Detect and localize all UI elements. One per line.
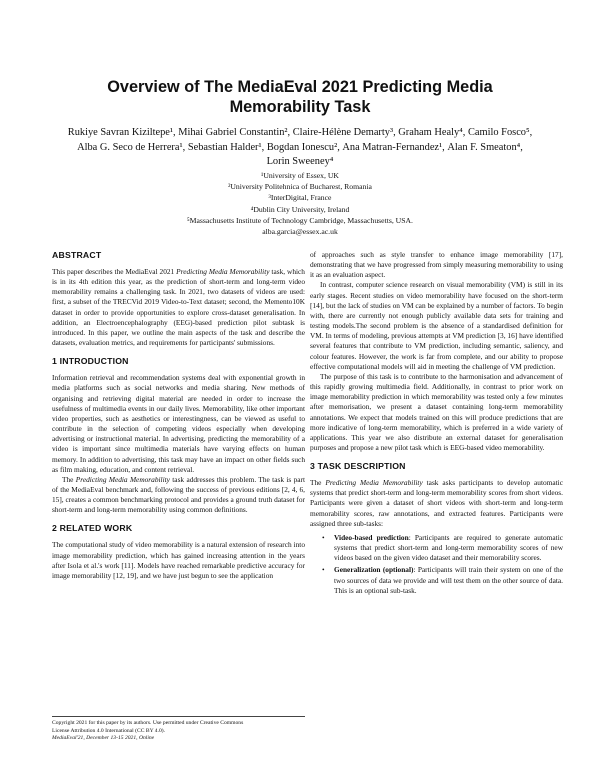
author-list — [60, 126, 540, 170]
author: Graham Healy⁴, — [398, 127, 468, 138]
abstract-heading: ABSTRACT — [52, 250, 102, 260]
related-work-paragraph-1: The computational study of video memorability is a natural extension of research into image memorability prediction, which has gained increasing attention in the years after Isola et al.'s work [11]. Models have reached remarkable predictive accuracy for image memorability [12, 19], and we have just begun to see the application — [52, 540, 305, 580]
contact-email: alba.garcia@essex.ac.uk — [262, 227, 338, 237]
right-column — [310, 250, 563, 598]
subtask-label: Video-based prediction — [334, 532, 409, 542]
introduction-paragraph-1: Information retrieval and recommendation systems deal with exponential growth in media platforms such as social networks and media sharing. New methods of organising and retrieving digital material are needed in order to increase the usefulness of multimedia events in our daily lives. Memorability, like other important video properties, such as aesthetics or interestingness, can be viewed as useful to contribute in the selection of competing videos especially when developing advertising or instructional material. In advertising, predicting the memorability of a video is important since multimedia materials have varying effects on human memory. In addition to advertising, this task may have an impact on other fields such as film making, education, and content retrieval. — [52, 373, 305, 474]
subtask-text: : Participants are required to generate automatic systems that predict short-term and long-term memorability scores of new videos based on the given video dataset and their memorability scores. — [334, 532, 563, 563]
list-item — [322, 532, 563, 563]
subtask-label: Generalization (optional) — [334, 565, 414, 575]
affiliation: ⁴Dublin City University, Ireland — [250, 204, 350, 214]
subtask-text: : Participants will train their system on one of the two sources of data we provide and will test them on the other source of data. This is an optional sub-task. — [334, 565, 563, 595]
bullet-icon: • — [322, 565, 325, 575]
abstract-text: This paper describes the MediaEval 2021 Predicting Media Memorability task, which is in its 4th edition this year, as the prediction of short-term and long-term video memorability remains a challenging task. In 2021, two datasets of videos are used: first, a subset of the TRECVid 2019 Video-to-Text dataset; second, the Memento10K dataset in order to provide opportunities to explore cross-dataset generalisation. In addition, an Electroencephalography (EEG)-based prediction pilot subtask is introduced. In this paper, we outline the main aspects of the task and describe the datasets, evaluation metrics, and requirements for participants' submissions. — [52, 267, 305, 348]
paper-title-line-1: Overview of The MediaEval 2021 Predicting Media — [107, 78, 493, 96]
author: Claire-Hélène Demarty³, — [292, 127, 399, 138]
author: Rukiye Savran Kiziltepe¹, — [67, 127, 179, 138]
task-description-heading: 3 TASK DESCRIPTION — [310, 461, 406, 472]
author: Ana Matran-Fernandez¹, — [342, 141, 448, 153]
footnote-line: License Attribution 4.0 International (CC BY 4.0). — [52, 727, 166, 734]
affiliation: ⁵Massachusetts Institute of Technology Cambridge, Massachusetts, USA. — [187, 215, 413, 225]
affiliation: ¹University of Essex, UK — [261, 171, 339, 180]
task-description-paragraph: The Predicting Media Memorability task asks participants to develop automatic systems that predict short-term and long-term memorability scores from short videos. Participants were given a dataset of short videos with short-term and long-term memorability scores, raw annotations, and extracted features. Participants were assigned three sub-tasks: — [310, 478, 563, 528]
left-column — [52, 250, 305, 581]
author: Alan F. Smeaton⁴, — [447, 141, 523, 153]
affiliation: ³InterDigital, France — [268, 193, 332, 203]
author: Bogdan Ionescu², — [266, 141, 343, 153]
paper-title — [0, 77, 600, 117]
author: Mihai Gabriel Constantin², — [178, 127, 293, 138]
list-item — [322, 565, 563, 595]
introduction-heading: 1 INTRODUCTION — [52, 356, 129, 367]
author: Alba G. Seco de Herrera¹, — [77, 141, 188, 153]
copyright-footnote — [52, 716, 305, 743]
related-work-paragraph-2: In contrast, computer science research on visual memorability (VM) is still in its early stages. Recent studies on video memorability have focused on the short-term [14], but the lack of studies on VM can be explained by a number of factors. To begin with, there are currently not enough publicly available data sets for training and testing models.The second problem is the absence of a standardised definition for VM. In terms of modeling, previous attempts at VM prediction [3, 16] have identified several features that contribute to VM prediction, including semantic, saliency, and colour features. However, the work is far from complete, and our ability to propose effective computational models will aid in meeting the challenge of VM prediction. — [310, 280, 563, 371]
paper-title-line-2: Memorability Task — [229, 98, 371, 116]
subtask-list — [310, 533, 563, 596]
bullet-icon: • — [322, 532, 325, 542]
venue-line: MediaEval'21, December 13-15 2021, Online — [52, 735, 155, 742]
related-work-paragraph-1-continued: of approaches such as style transfer to enhance image memorability [17], demonstrating that we have progressed from simply measuring memorability to using it as an evaluation aspect. — [310, 250, 563, 280]
related-work-paragraph-3: The purpose of this task is to contribute to the harmonisation and advancement of this rapidly growing multimedia field. Additionally, in contrast to prior work on image memorability prediction in which memorability was tested only a few minutes after memorisation, we present a dataset containing long-term memorability annotations. We expect that models trained on this will produce predictions that are more indicative of long-term memorability, which is preferred in a wide variety of applications. This year we also distribute an external dataset for generalisation purposes and propose a new pilot task which is EEG-based video memorability. — [310, 371, 563, 452]
affiliation-list — [60, 170, 540, 237]
introduction-paragraph-2: The Predicting Media Memorability task addresses this problem. The task is part of the MediaEval benchmark and, following the success of previous editions [2, 4, 6, 15], creates a common benchmarking protocol and provides a ground truth dataset for short-term and long-term memorability using common definitions. — [52, 474, 305, 515]
affiliation: ²University Politehnica of Bucharest, Romania — [228, 182, 372, 192]
related-work-heading: 2 RELATED WORK — [52, 523, 133, 534]
author: Camilo Fosco⁵, — [467, 127, 533, 138]
author: Sebastian Halder¹, — [187, 141, 267, 153]
footnote-line: Copyright 2021 for this paper by its authors. Use permitted under Creative Commons — [52, 720, 244, 726]
author: Lorin Sweeney⁴ — [266, 156, 334, 168]
